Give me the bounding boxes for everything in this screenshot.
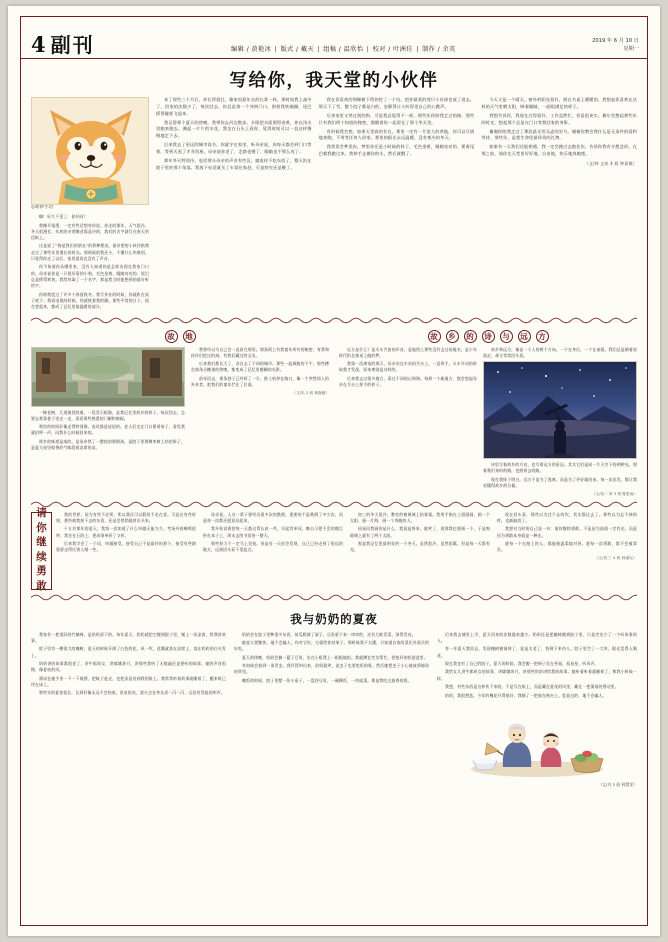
article-summer-night-title: 我与奶奶的夏夜 bbox=[290, 611, 378, 626]
heading-char-bubble: 乡 bbox=[446, 330, 459, 343]
article-courage-c4-p1: 现在回头看，那些以为过不去的坎，其实都过去了。那些以为忘不掉的疼，也渐渐淡了。 bbox=[497, 511, 637, 523]
masthead bbox=[21, 17, 647, 59]
article-lead-p3: 你不知道你从哪里来，没有人知道你是怎样出现在我家门口的。母亲说你是一只很好看的小狗，毛色金黄，眼睛亮亮的，尾巴总是摇得欢快。我给你取了一个名字，那是我当时能想到的最好听的字。 bbox=[31, 264, 149, 289]
middle-left-heading bbox=[31, 330, 329, 343]
divider-wave-middle-svg bbox=[31, 500, 637, 509]
article-lead-lead: 嗨！好久不见了，你好吗？ bbox=[39, 214, 88, 220]
page-number: 4 bbox=[31, 32, 46, 57]
credit-sep-3: | bbox=[366, 46, 370, 53]
article-lead-p1: 我摊开笔墨，一定有些话想对你说。你走的那年，天气很冷，冬天很漫长，年底的亲朋聚首都是冷的，我们的名字就写在春天的信纸上。 bbox=[31, 222, 149, 240]
article-lead-c2-p1: 来了那些三个月后，你长得很壮，像家里最年长的长辈一样。那时候我上高中了，回家的次数少了，每次回去，你总是第一个冲到门口，围着我转圈圈，尾巴摇得像要飞起来。 bbox=[156, 97, 312, 116]
article-courage-c1-p1: 我的世界，因为有些不必须，所以我还可以假装不必在意。可是在有些时刻，那些被我按下去的东西，还是会悄悄地冒出头来。 bbox=[56, 511, 196, 523]
credit-sep-1: | bbox=[274, 46, 278, 53]
night-sky-svg bbox=[484, 362, 636, 459]
newspaper-page bbox=[8, 6, 660, 936]
divider-wave-bottom bbox=[31, 593, 637, 602]
middle-left-group bbox=[31, 328, 329, 497]
middle-right-body-2 bbox=[483, 347, 637, 360]
article-lead bbox=[21, 59, 647, 313]
article-summer-night-signature: （文/丹 2 班 林慧雯） bbox=[598, 781, 637, 787]
grandmother-illustration bbox=[437, 703, 637, 779]
middle-left-body-2 bbox=[191, 347, 329, 389]
vtitle-char: 请 bbox=[35, 507, 47, 522]
asn-col3-body bbox=[437, 632, 637, 699]
divider-wave-middle bbox=[31, 500, 637, 509]
credit-proof: 校对 / 叶洲佳 bbox=[372, 46, 413, 53]
heading-char-bubble: 地 bbox=[183, 330, 196, 343]
middle-right-body-3 bbox=[483, 462, 637, 489]
article-lead-title: 写给你，我天堂的小伙伴 bbox=[229, 71, 439, 91]
section-name: 副刊 bbox=[50, 33, 95, 57]
article-lead-p2: 这是说了“狗是我们的朋友”的那种理由。最亲密的小伙伴陪我走过了那些年里漫长的时光。那时候的我还小，不懂什么叫离别，只觉得你走了以后，家里就再也没有了声音。 bbox=[31, 243, 149, 261]
article-courage-col-3 bbox=[350, 512, 490, 590]
article-courage-c3-p3: 那是我记忆里最明亮的一个冬天。虽然很冷，虽然很累，但是每一天都有光。 bbox=[350, 540, 490, 553]
asn-c2-p5: 晚饭的时候，院子里摆一张小桌子，一盘炒豆角，一碗稀饭，一块咸菜。那是我吃过最香的饭。 bbox=[242, 677, 412, 683]
article-lead-c3-p4: 我常常会梦见你。梦里你还是小时候的样子，毛色金黄，眼睛亮亮的，摇着尾巴朝我跑过来。我伸手去摸你的头，然后就醒了。 bbox=[318, 144, 475, 157]
article-courage-c1-p3: 后来我学会了一个词，叫做接受。接受自己不是最好的那个，接受有些路需要走得比别人慢一些。 bbox=[56, 540, 196, 553]
asn-c3-p4: 我给女儿讲牛郎织女的故事，讲嫦娥奔月，讲那些奶奶讲给我的故事。她听着听着就睡着了，和我小时候一样。 bbox=[437, 669, 637, 681]
middle-right-col-1 bbox=[339, 347, 477, 497]
asn-c3-p5: 我想，有些东西是这样传下来的。不是写在纸上，而是藏在夏夜的风里，藏在一把蒲扇的摇动里。 bbox=[445, 684, 619, 690]
credit-layout: 版式 / 戴天 bbox=[280, 46, 315, 53]
article-courage-c1-p2: 十五岁那年的夏天，我第一次知道了什么叫做无能为力。考场外的蝉鸣很吵，我坐在石阶上，把成绩单折了又折。 bbox=[56, 526, 196, 538]
article-lead-c4-p3: 谢谢你陪我走过了那段最无忧无虑的岁月。谢谢你教会我什么是无条件的爱和等待。那些年，是我生命里最珍贵的礼物。 bbox=[481, 128, 637, 141]
middle-left-credit: （文/朱 2 班 林晓薇） bbox=[292, 390, 329, 395]
middle-right-cols bbox=[339, 347, 637, 497]
middle-right-heading bbox=[339, 330, 637, 343]
vtitle-char: 继 bbox=[35, 536, 47, 551]
middle-left-col-2 bbox=[191, 347, 329, 454]
asn-c1-p5: 那些年的夏夜很长，长到好像永远不会结束。星星很亮，萤火虫在草丛里一闪一闪，远处有青蛙的叫声。 bbox=[39, 690, 225, 696]
credit-sep-2: | bbox=[317, 46, 320, 53]
masthead-date-group bbox=[592, 38, 647, 58]
heading-char-bubble: 故 bbox=[165, 330, 178, 343]
heading-char-bubble: 诗 bbox=[482, 330, 495, 343]
village-photo-svg bbox=[32, 348, 184, 407]
asn-c1-p1: 我家有一把很旧的竹躺椅，是奶奶留下的。每年夏天，奶奶就把它搬到院子里，铺上一张凉席，给我讲故事。 bbox=[31, 631, 226, 643]
page-frame bbox=[20, 16, 648, 926]
article-lead-c2-p4: 那年冬天特别冷。电话那头母亲的声音有些沉，她说你不吃东西了，整天趴在院子里的那个角落。我放下电话就买了车票往家赶，可是终究还是晚了。 bbox=[156, 157, 312, 170]
article-lead-c3-p2: 后来家里又养过别的狗，可是我总觉得不一样。那些年你陪我走过的路，那些只有我们两个知道的秘密，都随着你一起留在了那个冬天里。 bbox=[318, 112, 475, 125]
middle-right-body-1 bbox=[339, 347, 477, 389]
asn-c2-p4: 有时候会掐到一条青虫，我吓得叫出来，奶奶就笑，说虫子也要吃饭的呀。然后她把虫子小心地放到墙角的草里。 bbox=[234, 663, 429, 675]
middle-right-c2-p3: 现在我终于明白，远方不是为了逃离，而是为了更好地回来。每一次出发，都让我更懂得故乡的分量。 bbox=[483, 476, 637, 489]
middle-right-c1-p1: 远方是什么？是火车汽笛的声音，是地图上那些没有去过的地名，是少年时代趴在课桌上做的梦。 bbox=[339, 346, 477, 358]
issue-date: 2019 年 6 月 10 日 bbox=[592, 38, 639, 45]
night-sky-illustration bbox=[483, 361, 637, 459]
article-lead-c2-p2: 我记得那个夏天的傍晚，我带你去河边散步。夕阳把水面照得金黄，你在浅水里跑来跑去，溅起一片片的水花。我坐在石头上看你，觉得时间可以一直这样慢慢地走下去。 bbox=[156, 119, 312, 139]
article-courage-title-wrap bbox=[31, 507, 49, 595]
middle-right-c1-p2: 我第一次离家的那天，母亲站在车站的月台上，一直挥手。火车开动的时候我才发现，原来离别是这样的。 bbox=[339, 361, 477, 373]
middle-left-col-1 bbox=[31, 347, 185, 454]
middle-right-col-2 bbox=[483, 347, 637, 497]
article-courage-credit: （文/初三 4 班 林嘉仪） bbox=[594, 555, 637, 560]
divider-wave-top-svg bbox=[31, 316, 637, 325]
asn-c1-p4: 蒲扇在她手里一下一下地摇，把蚊子赶走，也把凉意送到我的脸上。我常常听着故事就睡着了，醒来时已经在床上。 bbox=[31, 675, 226, 687]
credit-production: 制作 / 余英 bbox=[422, 46, 456, 53]
village-photo bbox=[31, 347, 185, 407]
heading-char-bubble: 与 bbox=[500, 330, 513, 343]
article-summer-night bbox=[21, 605, 647, 788]
middle-left-body-1 bbox=[31, 410, 185, 452]
article-courage-vertical-title bbox=[31, 507, 52, 595]
article-courage bbox=[21, 507, 647, 595]
asn-c2-p2: 她说人要勤快，地不会骗人，你对它好，它就给你结果子。那时候我不太懂，只知道自家的菜比外面买的好吃。 bbox=[234, 640, 429, 652]
asn-c1-p2: 院子里有一棵很大的槐树，夏天的时候开满了白色的花，风一吹，花瓣就落在凉席上，落在奶奶的白头发上。 bbox=[31, 646, 226, 658]
asn-c2-p1: 奶奶会在院子里种很多东西。丝瓜爬满了架子，豆角垂下来一串串的，还有几畦青菜，绿得发亮。 bbox=[242, 631, 416, 637]
article-lead-body-1 bbox=[31, 205, 149, 310]
article-courage-c2-p1: 母亲说，人这一辈子要经历很多次的跌倒，重要的不是跌倒了多少次，而是每一次都还愿意站起来。 bbox=[203, 511, 343, 523]
credit-editor: 编辑 / 黄艳冰 bbox=[231, 46, 272, 53]
asn-c3-p6: 奶奶，我很想您。今年的槐花开得很好，我摘了一把放在窗台上。您说过的，地不会骗人。 bbox=[445, 692, 607, 698]
middle-right-c2-p2: 诗里写着故乡的月亮，也写着远方的星辰。其实它们是同一片天空下的两种光，照着我们来时的路，也照着去的路。 bbox=[483, 462, 637, 474]
middle-right-c2-p1: 故乡和远方，像是一个人的两个方向。一个在身后，一个在前面。我们总是朝着前面走，却又常常回头看。 bbox=[483, 346, 637, 358]
divider-wave-top bbox=[31, 316, 637, 325]
article-lead-c3-p1: 我在你喜欢的那棵树下给你挖了一个坑，把你最爱的那只小皮球也放了进去。那天下了雪，整个院子都是白的，安静得让人听得见自己的心跳声。 bbox=[318, 97, 475, 109]
article-courage-c3-p1: 初三的冬天很冷，教室的窗玻璃上结着霜。我用手指在上面画画，画一个太阳，画一片海，画一个奔跑的人。 bbox=[350, 511, 490, 523]
middle-section bbox=[21, 328, 647, 497]
asn-c3-p3: 现在我也有了自己的院子。夏天的时候，我会搬一把椅子坐在外面，看星星，听风声。 bbox=[445, 660, 599, 666]
asn-c2-p3: 夏天的傍晚，奶奶会摘一篮子豆角，坐在小板凳上一根根地掐。我就蹲在旁边帮忙，把掐好的扔进盆里。 bbox=[242, 654, 428, 660]
issue-weekday: 星期一 bbox=[623, 46, 639, 53]
middle-left-c1-p1: 一棵老树，几道斑驳的墙，一段青石板路，是我记忆里故乡的样子。每次回去，总要去那条巷子里走一走，看看那些熟悉的门楣和窗棂。 bbox=[31, 409, 185, 421]
credit-compile: 组稿 / 温欣怡 bbox=[323, 46, 364, 53]
article-courage-c4-p2: 我想对当时的自己说一句：请你继续勇敢。不是因为前面一定有光，而是因为勇敢本身就是一种光。 bbox=[497, 526, 637, 538]
article-courage-c2-p2: 我开始试着把每一天都过得认真一些。早起背单词，晚自习把不会的题目抄在本子上，周末去图书馆待一整天。 bbox=[203, 526, 343, 538]
article-lead-c4-p4: 如果有一天我们还能相遇，我一定会跑过去抱住你，告诉你我有多想念你。在那之前，请你在天堂里好好地，自由地，快乐地奔跑吧。 bbox=[481, 144, 637, 157]
middle-left-c1-p3: 故乡的味道是咸的，是母亲熬了一整夜的那锅汤，是院子里那棵枣树上结的果子，是夏天夜里蚊香的气味混着凉席的凉。 bbox=[31, 438, 185, 451]
article-lead-c2-p3: 后来我去了更远的城市读书。你就守在家里，听母亲说，你每天都会到门口等着，等到天黑了才肯回屋。母亲说你老了，走路也慢了，眼睛也不那么亮了。 bbox=[156, 142, 312, 154]
article-summer-night-col-3 bbox=[437, 632, 637, 788]
credit-sep-4: | bbox=[416, 46, 419, 53]
middle-right-c1-p3: 后来我去过很多地方，看过不同的山和海。每到一个新地方，都会想起母亲在月台上挥手的样子。 bbox=[339, 375, 477, 388]
asn-c3-p2: 有一年夏天我回去，发现槐树被锯掉了，说是太老了，怕倒下来伤人。院子里空了一大块，阳光晃得人眼花。 bbox=[437, 646, 637, 658]
article-courage-c2-p3: 那些努力不一定马上见效。但是有一天你会发现，自己已经走到了很远的地方，远到回头看不见起点。 bbox=[203, 540, 343, 553]
article-courage-c4-p3: 愿每一个在路上的人，都能被温柔地对待。愿每一次勇敢，都不会被辜负。 bbox=[497, 540, 637, 553]
article-courage-c3-p2: 同桌问我画的是什么，我说是将来。她笑了，说那我也要画一个。于是窗玻璃上就有了两个太阳。 bbox=[350, 526, 490, 538]
masthead-credits bbox=[95, 44, 592, 58]
heading-char-bubble: 远 bbox=[518, 330, 531, 343]
asn-c3-p1: 后来我去城里上学，夏天回来的次数越来越少。奶奶还是把躺椅搬到院子里，只是旁边少了一个听故事的人。 bbox=[437, 631, 637, 643]
heading-char-bubble: 故 bbox=[428, 330, 441, 343]
middle-right-credit: （文/初二 家 3 班 陈思雨） bbox=[591, 491, 637, 496]
middle-right-group bbox=[339, 328, 637, 497]
middle-left-cols bbox=[31, 347, 329, 454]
article-lead-col-2 bbox=[156, 97, 312, 313]
article-lead-signature: （文/林 文炫 4 班 钟嘉敏） bbox=[584, 160, 637, 166]
middle-left-c2-p1: 我曾经以为自己会一直留在那里。那条街上有我童年所有的秘密，有我和伙伴们挖过的洞，有我们藏过的宝贝。 bbox=[191, 346, 329, 358]
divider-wave-bottom-svg bbox=[31, 593, 637, 602]
masthead-title-group bbox=[21, 34, 95, 58]
heading-char-bubble: 的 bbox=[464, 330, 477, 343]
article-lead-grid bbox=[31, 97, 637, 313]
grandmother-illustration-svg bbox=[437, 703, 637, 779]
middle-left-c1-p2: 那里的时间好像走得特别慢，连风都是轻轻的。老人们坐在门口摇着扇子，看见我就招呼一声，问我什么时候回来的。 bbox=[31, 424, 185, 436]
article-lead-byline: ◎胡砂小语 bbox=[31, 205, 54, 210]
dog-illustration bbox=[31, 97, 149, 205]
middle-left-c2-p2: 后来我们都长大了，各自去了不同的城市。那些一起疯跑的下午，那些蹲在墙角分糖果的傍晚，都变成了记忆里模糊的光影。 bbox=[191, 361, 329, 373]
heading-char-bubble: 方 bbox=[536, 330, 549, 343]
middle-left-c2-p3: 前年回去，那条巷子已经拆了一半。推土机停在路口，像一个突然闯入的外来者，把我们的童年拦在了后面。 bbox=[191, 375, 329, 388]
article-summer-night-col-1 bbox=[31, 632, 226, 788]
dog-illustration-svg bbox=[32, 98, 149, 205]
vtitle-char: 续 bbox=[35, 550, 47, 566]
vtitle-char: 勇 bbox=[35, 565, 47, 580]
article-lead-col-4 bbox=[481, 97, 637, 313]
article-lead-c4-p2: 我想告诉你，我现在过得很好。工作虽然忙，但是很充实。偶尔会想起那些年的时光，想起那个总是在门口等我回家的身影。 bbox=[481, 112, 637, 125]
article-lead-col-1 bbox=[31, 97, 149, 313]
article-courage-col-4 bbox=[497, 512, 637, 590]
article-summer-night-col-2 bbox=[234, 632, 429, 788]
vtitle-char: 你 bbox=[35, 521, 47, 537]
vtitle-char: 敢 bbox=[35, 579, 47, 595]
article-courage-col-1 bbox=[56, 512, 196, 590]
article-lead-p4: 你陪我度过了许多个春夏秋冬。我写作业的时候，你就趴在桌子底下；我看电视的时候，你就枕着我的脚。那些平常的日子，现在想起来，都成了记忆里最温暖的部分。 bbox=[31, 291, 149, 310]
article-courage-col-2 bbox=[203, 512, 343, 590]
article-summer-night-grid bbox=[31, 632, 637, 788]
article-lead-c3-p3: 有时候我会想，如果天堂真的存在，那里一定有一片很大的草地，你可以尽情地奔跑，不用等任何人回家。那里的阳光永远温暖，没有寒冷的冬天。 bbox=[318, 128, 475, 141]
article-lead-c4-p1: 今天又是一个晴天。窗外的阳光很好，照在书桌上暖暖的。我想起你喜欢在这样的天气里晒太阳，眯着眼睛，一副很满足的样子。 bbox=[481, 97, 637, 109]
article-lead-col-3 bbox=[319, 97, 475, 313]
asn-c1-p3: 奶奶讲的故事都很老了，讲牛郎织女，讲嫦娥奔月，讲那些我听了无数遍还是要听的故事。她的声音很慢，像夏夜的风。 bbox=[31, 660, 226, 673]
